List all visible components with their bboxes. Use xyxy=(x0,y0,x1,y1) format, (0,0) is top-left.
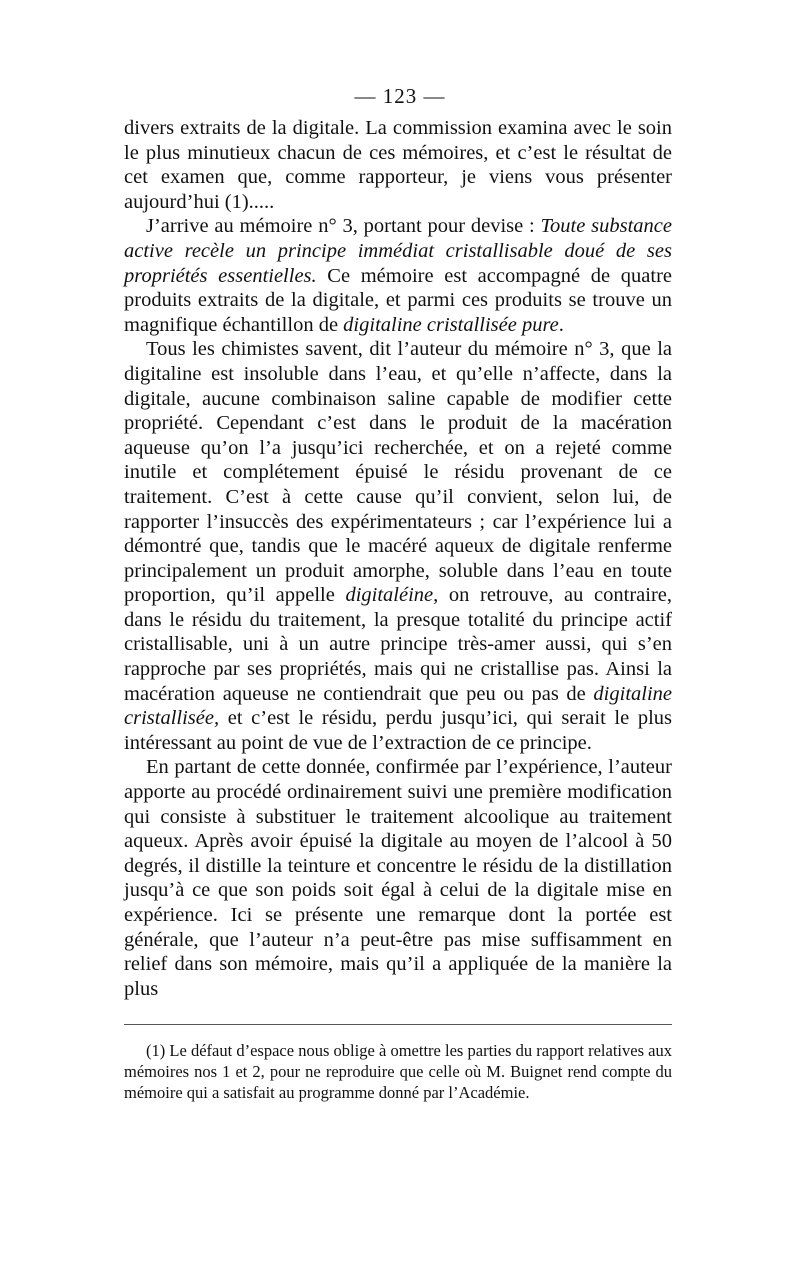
paragraph-3-term2: digitaline cristallisée, xyxy=(124,682,672,730)
paragraph-2-middle: Ce mémoire est accompagné de quatre produits extraits de la digitale, et parmi ces produits se trouve un magnifique échantillon de xyxy=(124,264,672,336)
page-number: — 123 — xyxy=(354,84,446,108)
body-text xyxy=(124,116,672,1001)
footnote-rule xyxy=(124,1024,672,1025)
paragraph-2-intro: J’arrive au mémoire n° 3, portant pour devise : xyxy=(146,215,541,238)
paragraph-2 xyxy=(124,214,672,337)
footnote: (1) Le défaut d’espace nous oblige à omettre les parties du rapport relatives aux mémoires nos 1 et 2, pour ne reproduire que celle où M. Buignet rend compte du mémoire qui a satisfait au programme donné par l’Académie. xyxy=(124,1041,672,1102)
paragraph-3-term1: digitaléine, xyxy=(345,584,439,607)
paragraph-2-term: digitaline cristallisée pure xyxy=(343,313,559,336)
paragraph-1: divers extraits de la digitale. La commission examina avec le soin le plus minutieux chacun de ces mémoires, et c’est le résultat de cet examen que, comme rapporteur, je viens vous présenter aujourd’hui (1)..... xyxy=(124,117,672,213)
paragraph-4: En partant de cette donnée, confirmée par l’expérience, l’auteur apporte au procédé ordinairement suivi une première modification qui consiste à substituer le traitement alcoolique au traitement aqueux. Après avoir épuisé la digitale au moyen de l’alcool à 50 degrés, il distille la teinture et concentre le résidu de la distillation jusqu’à ce que son poids soit égal à celui de la digitale mise en expérience. Ici se présente une remarque dont la portée est générale, que l’auteur n’a peut-être pas mise suffisamment en relief dans son mémoire, mais qu’il a appliquée de la manière la plus xyxy=(124,756,672,1000)
paragraph-3-part2: on retrouve, au contraire, dans le résidu du traitement, la presque totalité du principe actif cristallisable, uni à un autre principe très-amer aussi, qui s’en rapproche par ses propriétés, mais qui ne cristallise pas. Ainsi la macération aqueuse ne contiendrait que peu ou pas de xyxy=(124,584,672,705)
paragraph-3 xyxy=(124,337,672,755)
paragraph-2-end: . xyxy=(558,313,564,336)
paragraph-2-motto: Toute substance active recèle un principe immédiat cristallisable doué de ses propriétés essentielles. xyxy=(124,215,672,287)
paragraph-3-part1: Tous les chimistes savent, dit l’auteur du mémoire n° 3, que la digitaline est insoluble dans l’eau, et qu’elle n’affecte, dans la digitale, aucune combinaison saline capable de modifier cette propriété. Cependant c’est dans le produit de la macération aqueuse qu’on l’a jusqu’ici recherchée, et on a rejeté comme inutile et complétement épuisé le résidu provenant de ce traitement. C’est à cette cause qu’il convient, selon lui, de rapporter l’insuccès des expérimentateurs ; car l’expérience lui a démontré que, tandis que le macéré aqueux de digitale renferme principalement un produit amorphe, soluble dans l’eau en toute proportion, qu’il appelle xyxy=(124,338,672,607)
paragraph-3-part3: et c’est le résidu, perdu jusqu’ici, qui serait le plus intéressant au point de vue de l’extraction de ce principe. xyxy=(124,707,672,754)
